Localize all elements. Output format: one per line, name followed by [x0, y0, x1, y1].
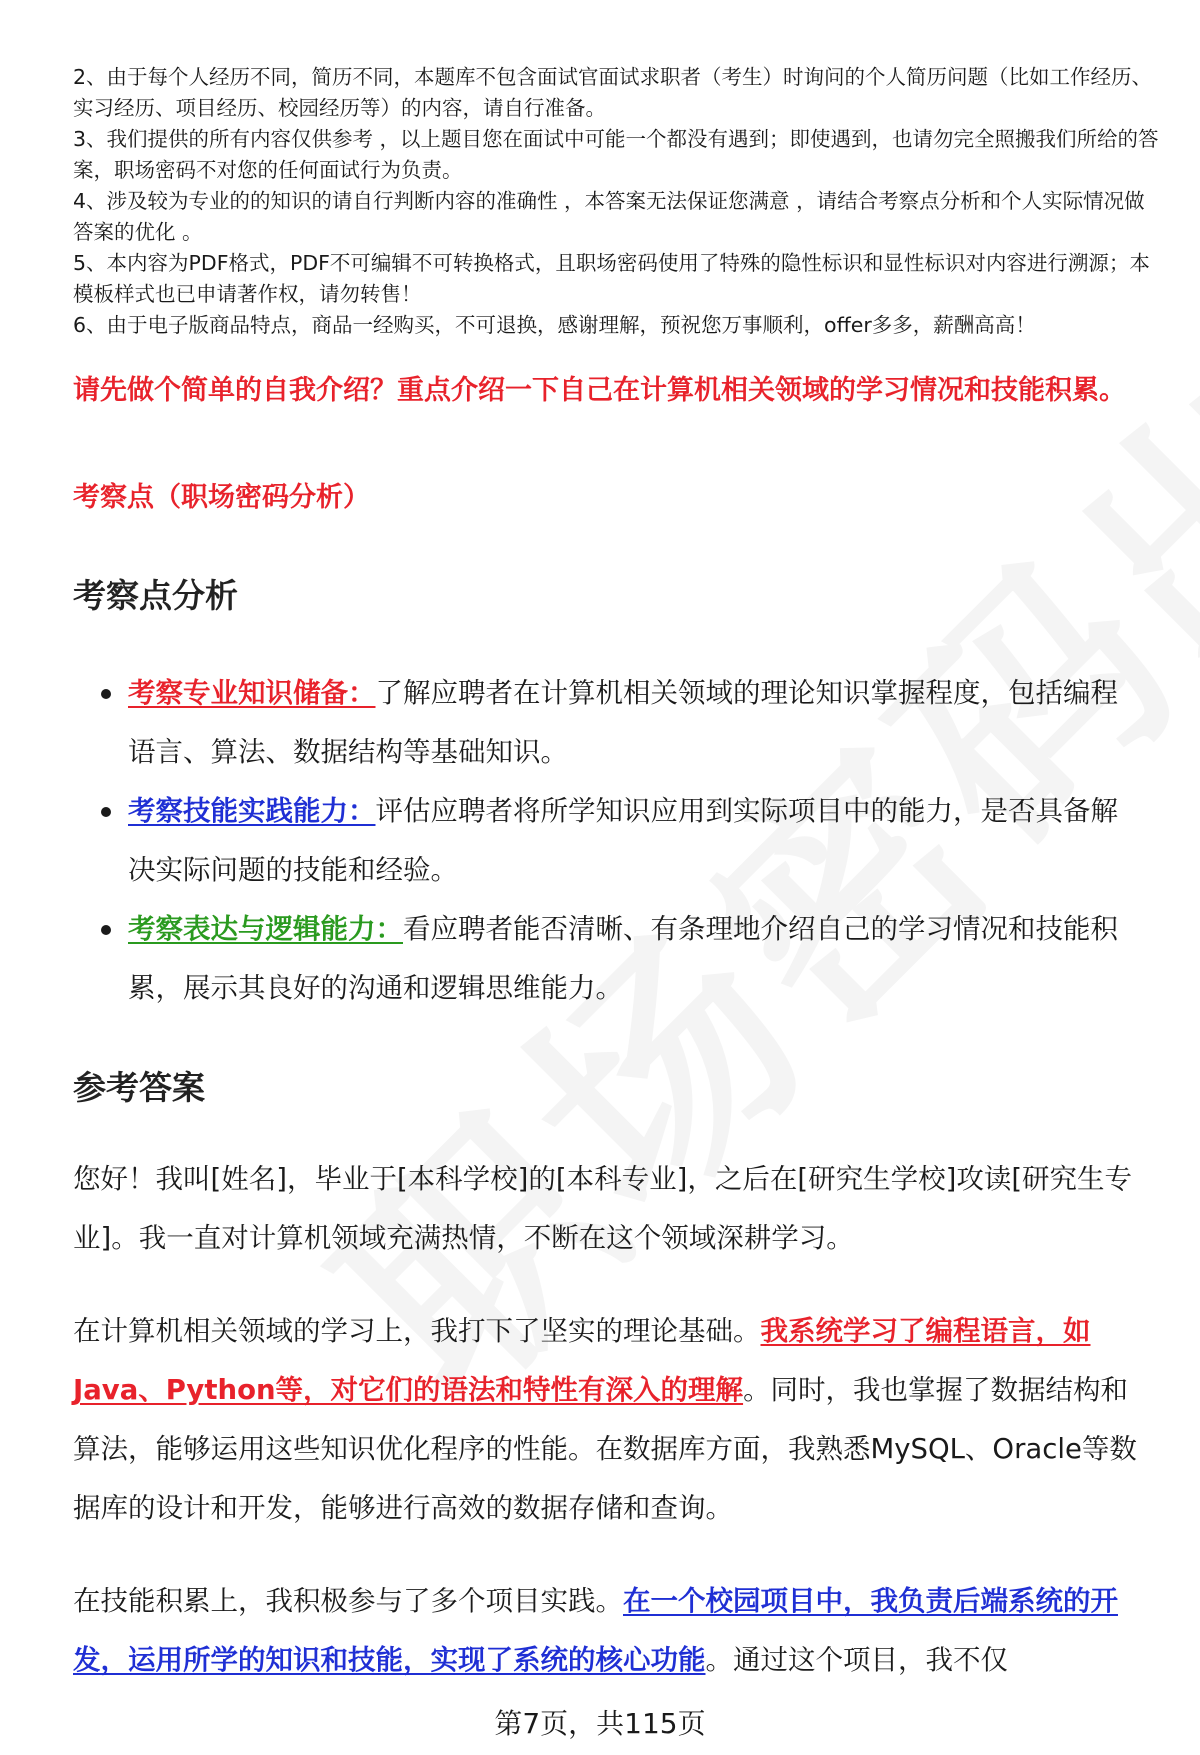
- bullet-dot-icon: [101, 807, 111, 817]
- paragraph-text: 。通过这个项目，我不仅: [705, 1644, 1008, 1676]
- answer-paragraph-2: [73, 1302, 1148, 1538]
- kaochadian-label: 考察点（职场密码分析）: [73, 482, 370, 513]
- bullet-label: 考察技能实践能力：: [128, 795, 376, 827]
- notes-block: [73, 62, 1163, 341]
- analysis-list: [73, 664, 1143, 1018]
- note-6: 6、由于电子版商品特点，商品一经购买，不可退换，感谢理解，预祝您万事顺利，offer多多，薪酬高高！: [73, 313, 1036, 337]
- bullet-label: 考察表达与逻辑能力：: [128, 913, 403, 945]
- highlight-text: 我系统学习了编程语言，如Java、Python等，对它们的语法和特性有深入的理解: [73, 1315, 1091, 1406]
- highlight-text: 在一个校园项目中，我负责后端系统的开发，运用所学的知识和技能，实现了系统的核心功能: [73, 1585, 1118, 1676]
- paragraph-text: 在技能积累上，我积极参与了多个项目实践。: [73, 1585, 623, 1617]
- bullet-text: 看应聘者能否清晰、有条理地介绍自己的学习情况和技能积累，展示其良好的沟通和逻辑思维能力。: [128, 913, 1118, 1004]
- note-5: 5、本内容为PDF格式，PDF不可编辑不可转换格式，且职场密码使用了特殊的隐性标识和显性标识对内容进行溯源；本模板样式也已申请著作权，请勿转售！: [73, 251, 1150, 306]
- note-3: 3、我们提供的所有内容仅供参考 ，以上题目您在面试中可能一个都没有遇到；即使遇到，也请勿完全照搬我们所给的答案，职场密码不对您的任何面试行为负责。: [73, 127, 1159, 182]
- paragraph-text: 。同时，我也掌握了数据结构和算法，能够运用这些知识优化程序的性能。在数据库方面，我熟悉MySQL、Oracle等数据库的设计和开发，能够进行高效的数据存储和查询。: [73, 1374, 1137, 1524]
- bullet-text: 了解应聘者在计算机相关领域的理论知识掌握程度，包括编程语言、算法、数据结构等基础知识。: [128, 677, 1118, 768]
- list-item: [73, 782, 1143, 900]
- section-heading-analysis: 考察点分析: [73, 576, 238, 615]
- section-heading-answer: 参考答案: [73, 1068, 205, 1107]
- answer-paragraph-1: 您好！我叫[姓名]，毕业于[本科学校]的[本科专业]，之后在[研究生学校]攻读[研究生专业]。我一直对计算机领域充满热情，不断在这个领域深耕学习。: [73, 1163, 1133, 1254]
- paragraph-text: 在计算机相关领域的学习上，我打下了坚实的理论基础。: [73, 1315, 761, 1347]
- note-2: 2、由于每个人经历不同，简历不同，本题库不包含面试官面试求职者（考生）时询问的个人简历问题（比如工作经历、实习经历、项目经历、校园经历等）的内容，请自行准备。: [73, 65, 1153, 120]
- list-item: [73, 664, 1143, 782]
- question-title: 请先做个简单的自我介绍？重点介绍一下自己在计算机相关领域的学习情况和技能积累。: [73, 375, 1126, 406]
- list-item: [73, 900, 1143, 1018]
- bullet-label: 考察专业知识储备：: [128, 677, 376, 709]
- bullet-dot-icon: [101, 689, 111, 699]
- bullet-dot-icon: [101, 925, 111, 935]
- page-footer: 第7页，共115页: [494, 1707, 706, 1740]
- bullet-text: 评估应聘者将所学知识应用到实际项目中的能力，是否具备解决实际问题的技能和经验。: [128, 795, 1118, 886]
- note-4: 4、涉及较为专业的的知识的请自行判断内容的准确性 ，本答案无法保证您满意 ，请结合考察点分析和个人实际情况做答案的优化 。: [73, 189, 1145, 244]
- answer-paragraph-3: [73, 1572, 1148, 1690]
